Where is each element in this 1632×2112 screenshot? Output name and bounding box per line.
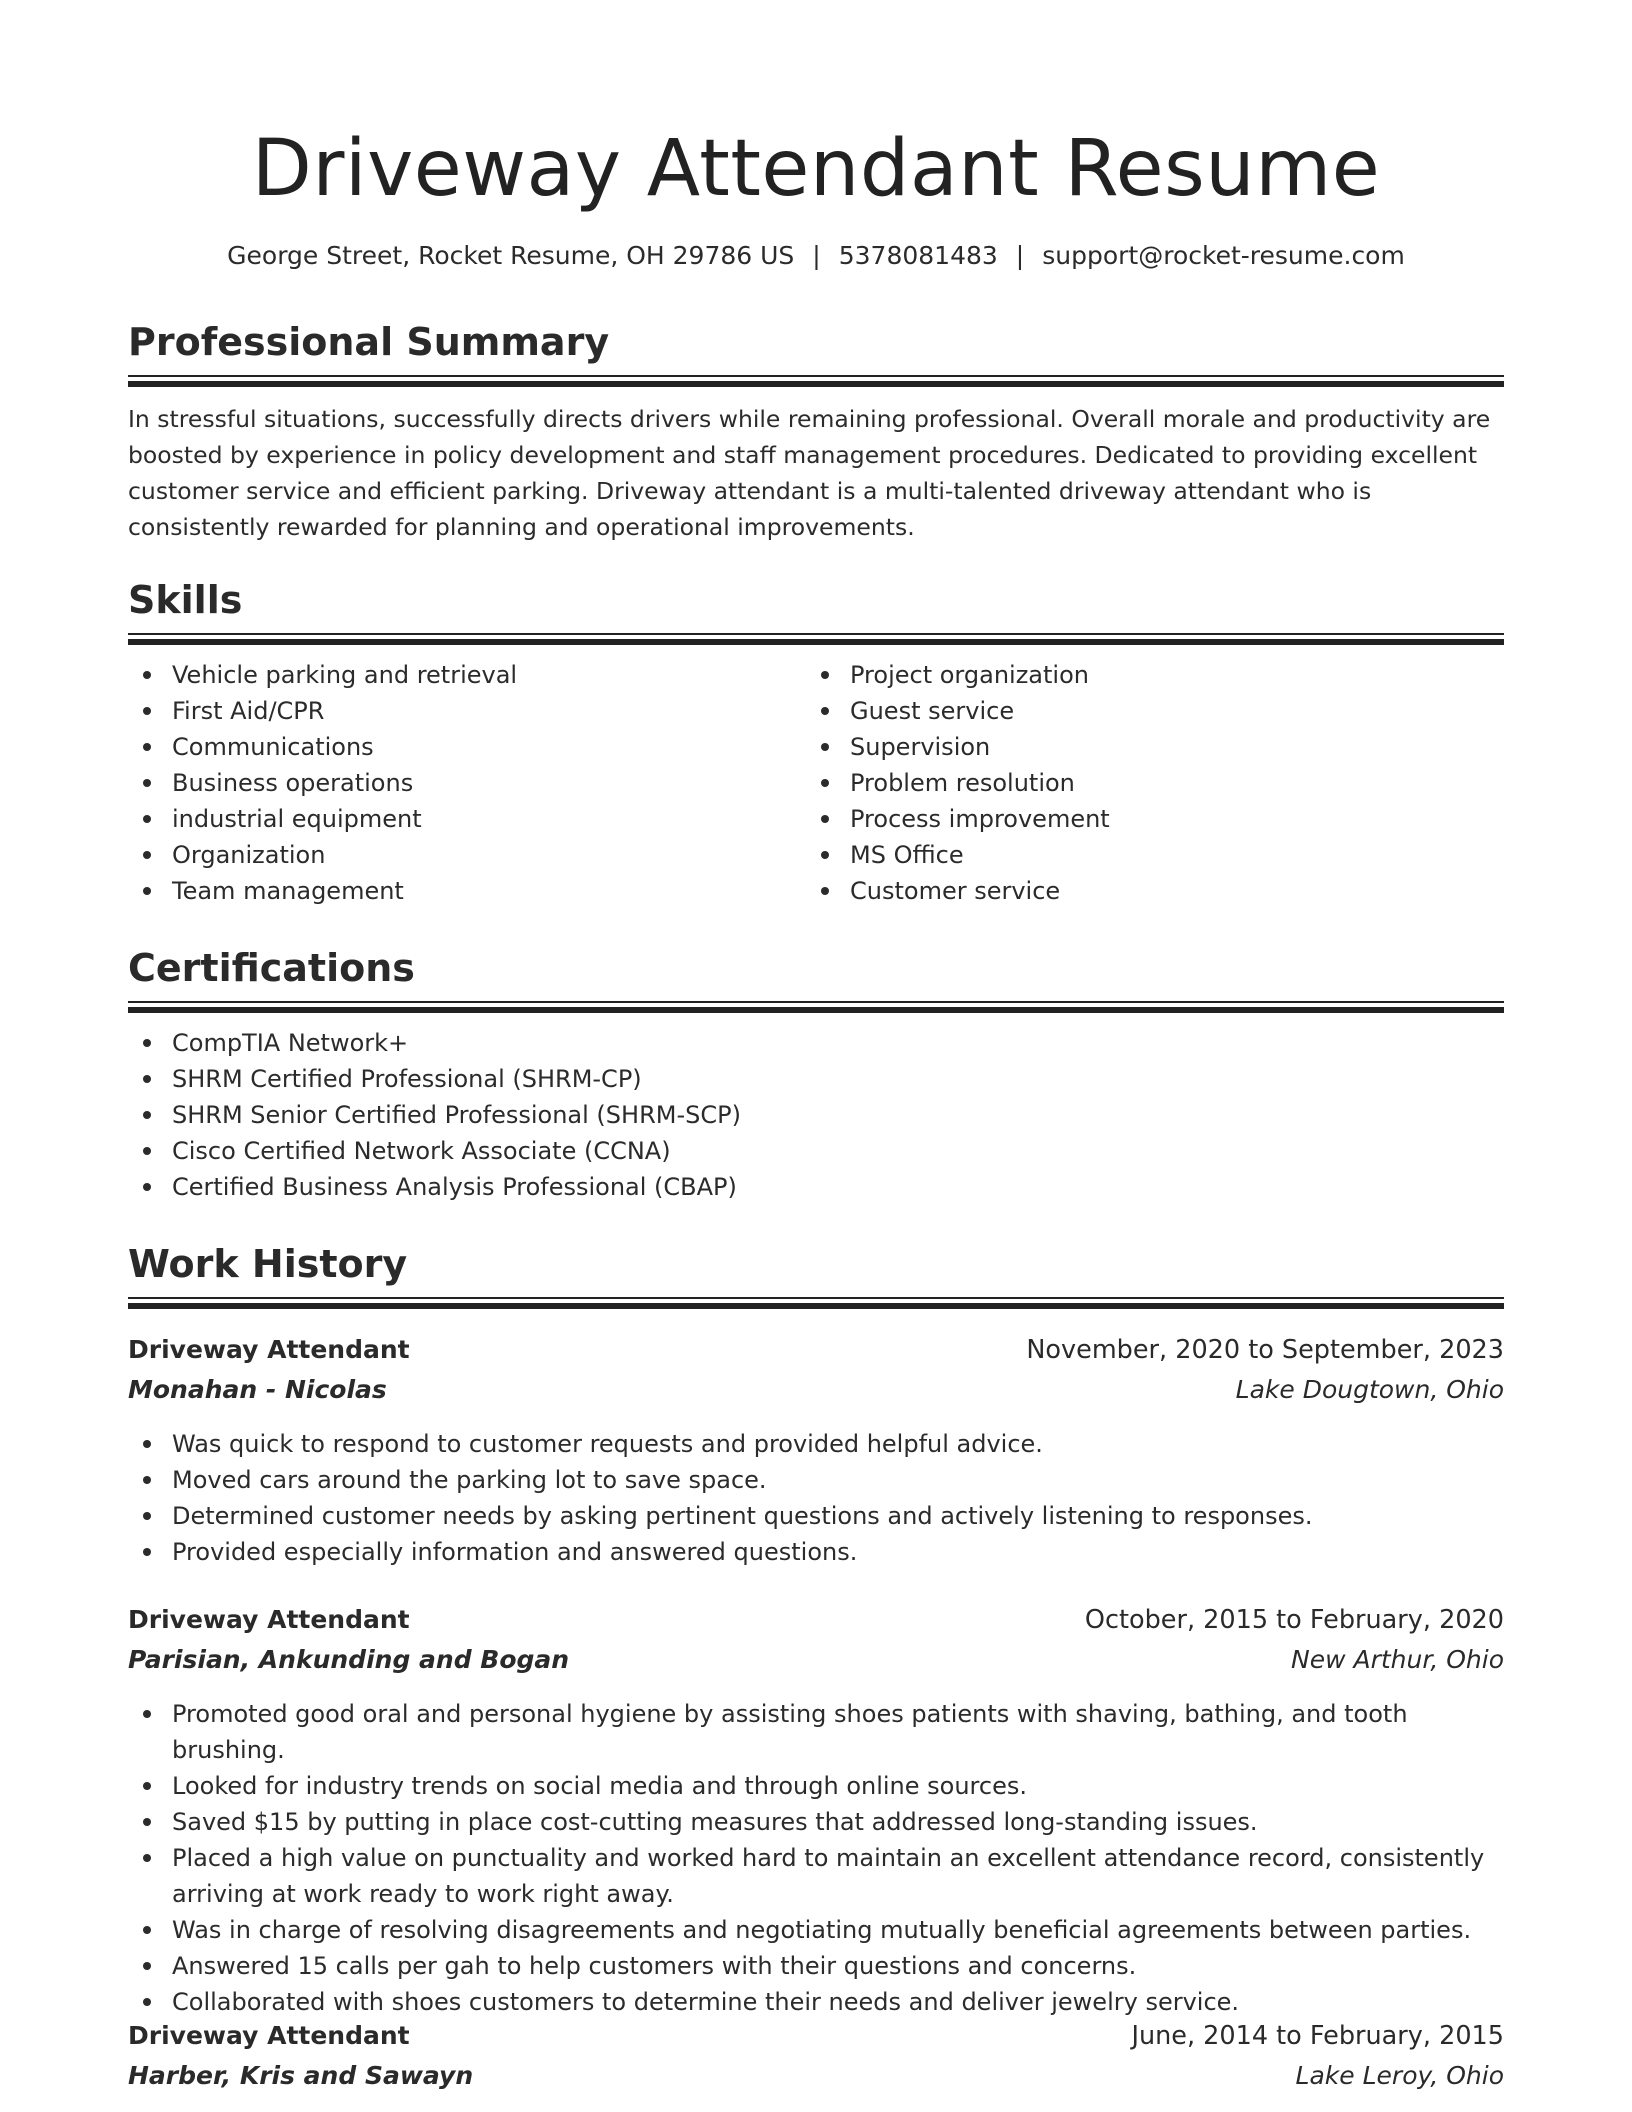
- section-divider: [128, 1001, 1504, 1013]
- job-bullet: Provided especially information and answered questions.: [128, 1534, 1504, 1570]
- work-history-heading: Work History: [128, 1242, 408, 1286]
- job-bullet: Looked for industry trends on social media and through online sources.: [128, 1768, 1504, 1804]
- contact-phone: 5378081483: [838, 241, 998, 270]
- job-dates: October, 2015 to February, 2020: [1084, 1605, 1504, 1635]
- job-bullet: Placed a high value on punctuality and worked hard to maintain an excellent attendance record, consistently arriving at work ready to work right away.: [128, 1840, 1504, 1912]
- section-divider: [128, 1297, 1504, 1309]
- skill-item: Communications: [128, 729, 788, 765]
- job-bullet: Saved $15 by putting in place cost-cutting measures that addressed long-standing issues.: [128, 1804, 1504, 1840]
- work-history-section: [128, 1240, 1504, 1309]
- job-title: Driveway Attendant: [128, 1605, 410, 1634]
- job-bullet: Determined customer needs by asking pertinent questions and actively listening to responses.: [128, 1498, 1504, 1534]
- certification-item: Cisco Certified Network Associate (CCNA): [128, 1133, 1504, 1169]
- skill-item: Project organization: [806, 657, 1466, 693]
- skill-item: industrial equipment: [128, 801, 788, 837]
- job-bullet: Was quick to respond to customer requests and provided helpful advice.: [128, 1426, 1504, 1462]
- summary-text: In stressful situations, successfully directs drivers while remaining professional. Overall morale and productivity are boosted by experience in policy development and staff management procedures. Dedicated to providing excellent customer service and efficient parking. Driveway attendant is a multi-talented driveway attendant who is consistently rewarded for planning and operational improvements.: [128, 405, 1491, 541]
- job-company: Monahan - Nicolas: [128, 1375, 387, 1404]
- job-bullets: [128, 1696, 1504, 2020]
- job-title: Driveway Attendant: [128, 2021, 410, 2050]
- section-divider: [128, 633, 1504, 645]
- section-divider: [128, 375, 1504, 387]
- contact-email: support@rocket-resume.com: [1042, 241, 1405, 270]
- certification-item: CompTIA Network+: [128, 1025, 1504, 1061]
- skill-item: Guest service: [806, 693, 1466, 729]
- skill-item: Vehicle parking and retrieval: [128, 657, 788, 693]
- skills-section: [128, 576, 1504, 913]
- job-company: Harber, Kris and Sawayn: [128, 2061, 474, 2090]
- job-bullet: Collaborated with shoes customers to determine their needs and deliver jewelry service.: [128, 1984, 1504, 2020]
- certification-item: SHRM Senior Certified Professional (SHRM-SCP): [128, 1097, 1504, 1133]
- skill-item: Team management: [128, 873, 788, 909]
- skills-list-left: [128, 657, 788, 909]
- job-entry: [128, 2016, 1504, 2096]
- job-bullets: [128, 1426, 1504, 1570]
- contact-separator: |: [1015, 241, 1025, 270]
- certification-item: Certified Business Analysis Professional (CBAP): [128, 1169, 1504, 1205]
- job-bullet: Promoted good oral and personal hygiene by assisting shoes patients with shaving, bathing, and tooth brushing.: [128, 1696, 1504, 1768]
- job-location: Lake Dougtown, Ohio: [1235, 1375, 1504, 1404]
- contact-address: George Street, Rocket Resume, OH 29786 US: [227, 241, 795, 270]
- job-dates: June, 2014 to February, 2015: [1131, 2021, 1504, 2051]
- skill-item: Organization: [128, 837, 788, 873]
- skills-list-right: [806, 657, 1466, 909]
- skills-columns: [128, 657, 1504, 913]
- skills-heading: Skills: [128, 578, 243, 622]
- job-location: Lake Leroy, Ohio: [1295, 2061, 1504, 2090]
- summary-section: [128, 318, 1504, 545]
- job-entry: [128, 1600, 1504, 2020]
- skill-item: Supervision: [806, 729, 1466, 765]
- job-bullet: Was in charge of resolving disagreements and negotiating mutually beneficial agreements between parties.: [128, 1912, 1504, 1948]
- job-company: Parisian, Ankunding and Bogan: [128, 1645, 570, 1674]
- skill-item: MS Office: [806, 837, 1466, 873]
- certification-item: SHRM Certified Professional (SHRM-CP): [128, 1061, 1504, 1097]
- job-dates: November, 2020 to September, 2023: [1026, 1335, 1504, 1365]
- job-entry: [128, 1330, 1504, 1570]
- skill-item: Business operations: [128, 765, 788, 801]
- skill-item: Process improvement: [806, 801, 1466, 837]
- contact-line: [128, 240, 1504, 272]
- contact-separator: |: [812, 241, 821, 270]
- job-location: New Arthur, Ohio: [1291, 1645, 1504, 1674]
- job-bullet: Answered 15 calls per gah to help customers with their questions and concerns.: [128, 1948, 1504, 1984]
- certifications-heading: Certifications: [128, 946, 415, 990]
- skill-item: Problem resolution: [806, 765, 1466, 801]
- job-title: Driveway Attendant: [128, 1335, 410, 1364]
- certifications-list: [128, 1025, 1504, 1205]
- skill-item: Customer service: [806, 873, 1466, 909]
- skill-item: First Aid/CPR: [128, 693, 788, 729]
- job-bullet: Moved cars around the parking lot to save space.: [128, 1462, 1504, 1498]
- certifications-section: [128, 944, 1504, 1205]
- summary-heading: Professional Summary: [128, 320, 610, 364]
- resume-title: Driveway Attendant Resume: [251, 124, 1381, 214]
